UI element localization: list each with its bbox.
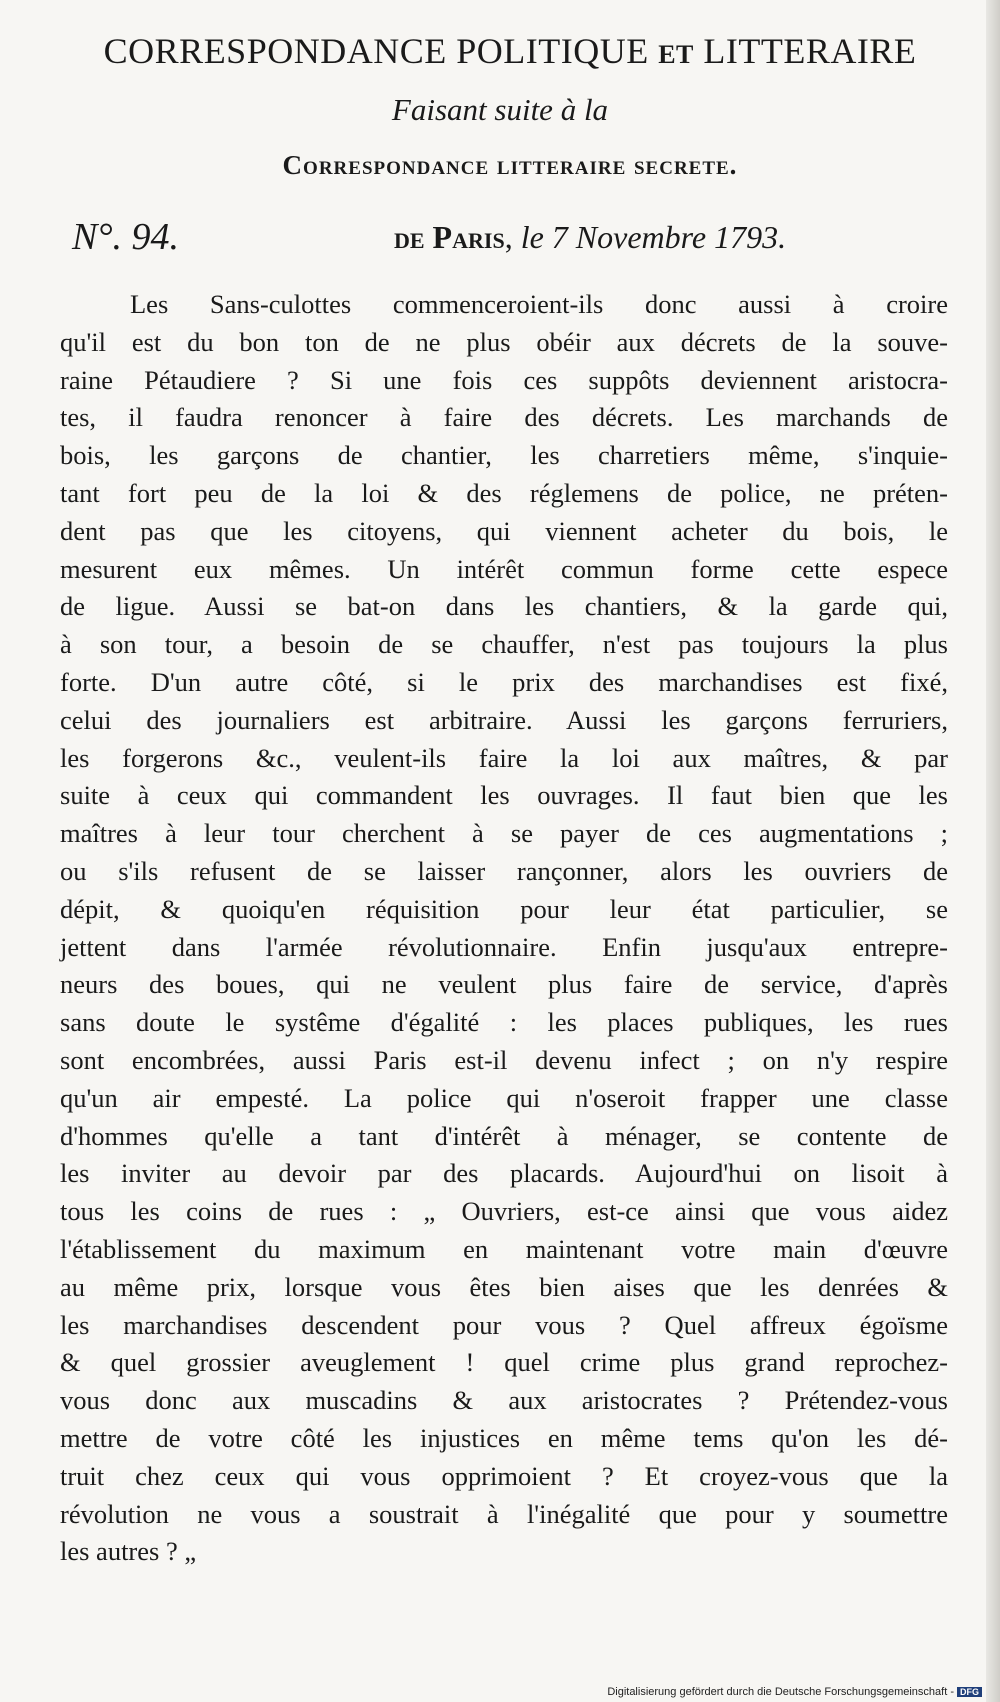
text-line: bois, les garçons de chantier, les charretiers même, s'inquie- xyxy=(60,440,948,471)
text-line: sont encombrées, aussi Paris est-il devenu infect ; on n'y respire xyxy=(60,1044,948,1075)
text-line: les forgerons &c., veulent-ils faire la loi aux maîtres, & par xyxy=(60,742,948,773)
title-conjunction: ET xyxy=(658,40,694,69)
text-line: ou s'ils refusent de se laisser rançonner, alors les ouvriers de xyxy=(60,855,948,886)
text-line: jettent dans l'armée révolutionnaire. Enfin jusqu'aux entrepre- xyxy=(60,931,948,962)
text-line: d'hommes qu'elle a tant d'intérêt à ménager, se contente de xyxy=(60,1120,948,1151)
date-place: de Paris xyxy=(394,219,505,255)
text-line: sans doute le systême d'égalité : les places publiques, les rues xyxy=(60,1007,948,1038)
text-line: neurs des boues, qui ne veulent plus faire de service, d'après xyxy=(60,969,948,1000)
journal-title xyxy=(60,30,960,72)
text-line: mesurent eux mêmes. Un intérêt commun forme cette espece xyxy=(60,553,948,584)
text-line: qu'un air empesté. La police qui n'oseroit frapper une classe xyxy=(60,1082,948,1113)
text-line: l'établissement du maximum en maintenant votre main d'œuvre xyxy=(60,1233,948,1264)
text-line: truit chez ceux qui vous opprimoient ? Et croyez-vous que la xyxy=(60,1460,948,1491)
issue-number: N°. 94. xyxy=(72,216,180,258)
text-line: dent pas que les citoyens, qui viennent acheter du bois, le xyxy=(60,515,948,546)
text-line: vous donc aux muscadins & aux aristocrates ? Prétendez-vous xyxy=(60,1385,948,1416)
article-body xyxy=(60,286,948,1571)
text-line: maîtres à leur tour cherchent à se payer de ces augmentations ; xyxy=(60,818,948,849)
text-line: Les Sans-culottes commenceroient-ils donc aussi à croire xyxy=(130,289,948,319)
text-line: & quel grossier aveuglement ! quel crime plus grand reprochez- xyxy=(60,1347,948,1378)
text-line: à son tour, a besoin de se chauffer, n'est pas toujours la plus xyxy=(60,629,948,660)
text-line: mettre de votre côté les injustices en même tems qu'on les dé- xyxy=(60,1422,948,1453)
text-line: au même prix, lorsque vous êtes bien aises que les denrées & xyxy=(60,1271,948,1302)
text-line: tes, il faudra renoncer à faire des décrets. Les marchands de xyxy=(60,402,948,433)
credit-text: Digitalisierung gefördert durch die Deutsche Forschungsgemeinschaft - xyxy=(607,1686,954,1698)
subtitle-secondary: Correspondance litteraire secrete. xyxy=(282,150,738,180)
text-line: les marchandises descendent pour vous ? Quel affreux égoïsme xyxy=(60,1309,948,1340)
dfg-logo: DFG xyxy=(957,1687,982,1697)
text-line: celui des journaliers est arbitraire. Aussi les garçons ferruriers, xyxy=(60,704,948,735)
page-edge xyxy=(986,0,1000,1702)
dateline xyxy=(72,215,932,265)
text-line: raine Pétaudiere ? Si une fois ces suppôts deviennent aristocra- xyxy=(60,364,948,395)
text-line: révolution ne vous a soustrait à l'inégalité que pour y soumettre xyxy=(60,1498,948,1529)
title-part1: CORRESPONDANCE POLITIQUE xyxy=(103,31,649,71)
subtitle: Faisant suite à la xyxy=(391,92,609,127)
text-line: tant fort peu de la loi & des réglemens de police, ne préten- xyxy=(60,477,948,508)
text-line: qu'il est du bon ton de ne plus obéir aux décrets de la souve- xyxy=(60,326,948,357)
text-line: les autres ? „ xyxy=(60,1536,197,1567)
digitization-credit xyxy=(607,1686,982,1698)
date-le: le xyxy=(520,219,544,255)
text-line: suite à ceux qui commandent les ouvrages. Il faut bien que les xyxy=(60,780,948,811)
text-line: forte. D'un autre côté, si le prix des marchandises est fixé, xyxy=(60,666,948,697)
text-line: dépit, & quoiqu'en réquisition pour leur état particulier, se xyxy=(60,893,948,924)
text-line: de ligue. Aussi se bat-on dans les chantiers, & la garde qui, xyxy=(60,591,948,622)
text-line: les inviter au devoir par des placards. Aujourd'hui on lisoit à xyxy=(60,1158,948,1189)
text-line: tous les coins de rues : „ Ouvriers, est-ce ainsi que vous aidez xyxy=(60,1196,948,1227)
date-value: 7 Novembre 1793. xyxy=(551,219,787,255)
title-part2: LITTERAIRE xyxy=(703,31,917,71)
date: de Paris, le 7 Novembre 1793. xyxy=(394,219,787,255)
